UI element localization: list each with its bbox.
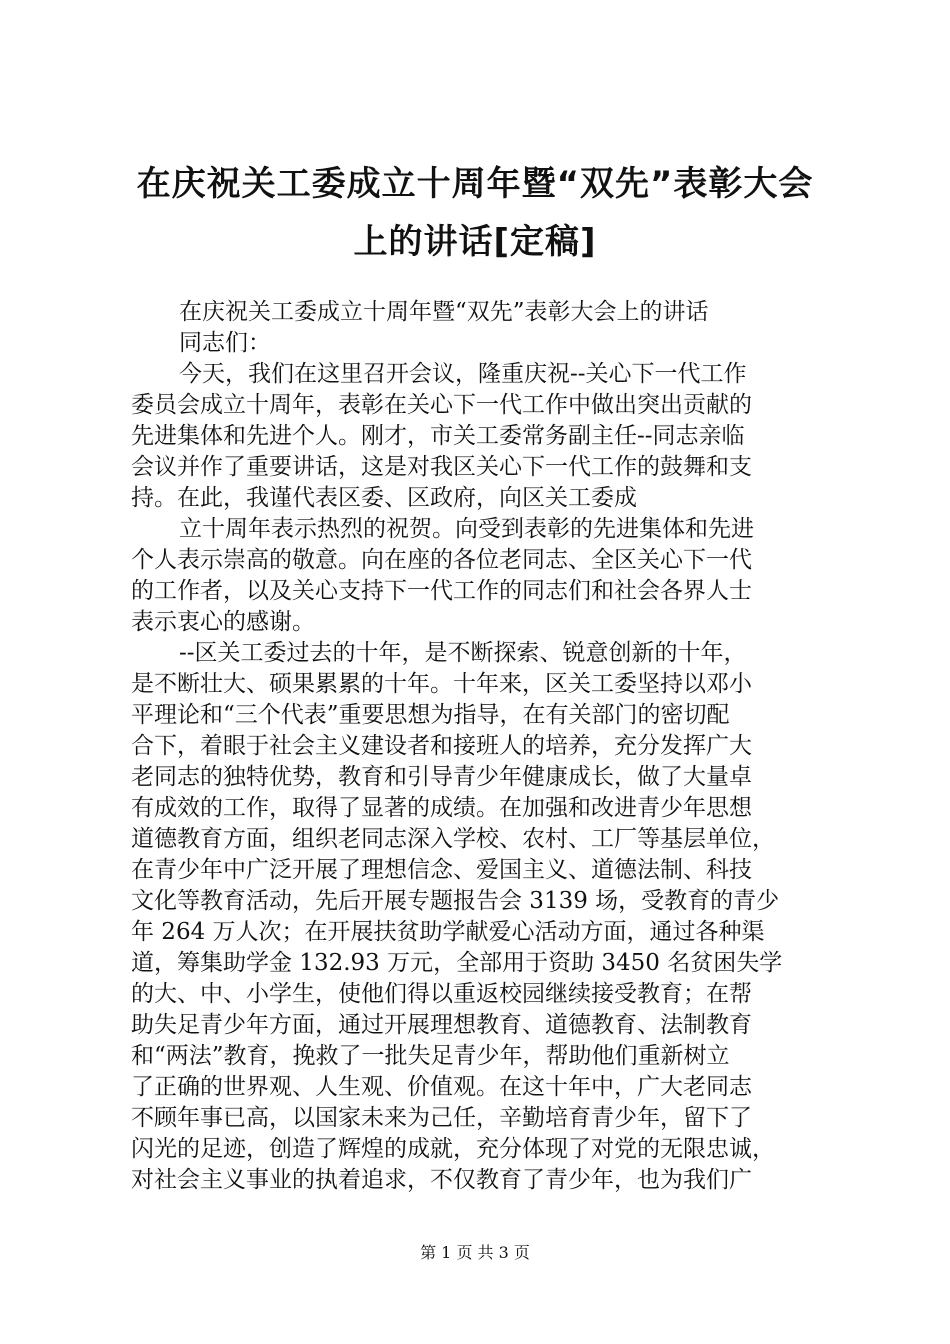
body-line: 助失足青少年方面，通过开展理想教育、道德教育、法制教育 bbox=[131, 1012, 752, 1038]
body-line: 了正确的世界观、人生观、价值观。在这十年中，广大老同志 bbox=[131, 1074, 752, 1100]
body-line: 个人表示崇高的敬意。向在座的各位老同志、全区关心下一代 bbox=[131, 547, 752, 573]
body-line: 对社会主义事业的执着追求，不仅教育了青少年，也为我们广 bbox=[131, 1167, 752, 1193]
body-line: 和“两法”教育，挽救了一批失足青少年，帮助他们重新树立 bbox=[131, 1043, 730, 1069]
document-body bbox=[131, 297, 831, 1196]
body-line: 同志们： bbox=[179, 330, 271, 356]
body-line: 是不断壮大、硕果累累的十年。十年来，区关工委坚持以邓小 bbox=[131, 671, 752, 697]
body-line: 持。在此，我谨代表区委、区政府，向区关工委成 bbox=[131, 485, 637, 511]
body-line: 文化等教育活动，先后开展专题报告会 3139 场，受教育的青少 bbox=[131, 888, 780, 914]
body-line: --区关工委过去的十年，是不断探索、锐意创新的十年， bbox=[179, 640, 747, 666]
body-line: 合下，着眼于社会主义建设者和接班人的培养，充分发挥广大 bbox=[131, 733, 752, 759]
body-line: 在庆祝关工委成立十周年暨“双先”表彰大会上的讲话 bbox=[179, 299, 709, 325]
body-line: 有成效的工作，取得了显著的成绩。在加强和改进青少年思想 bbox=[131, 795, 752, 821]
body-line: 委员会成立十周年，表彰在关心下一代工作中做出突出贡献的 bbox=[131, 392, 752, 418]
body-line: 先进集体和先进个人。刚才，市关工委常务副主任--同志亲临 bbox=[131, 423, 745, 449]
body-line: 不顾年事已高，以国家未来为己任，辛勤培育青少年，留下了 bbox=[131, 1105, 752, 1131]
body-line: 今天，我们在这里召开会议，隆重庆祝--关心下一代工作 bbox=[179, 361, 747, 387]
body-line: 在青少年中广泛开展了理想信念、爱国主义、道德法制、科技 bbox=[131, 857, 752, 883]
body-line: 的工作者，以及关心支持下一代工作的同志们和社会各界人士 bbox=[131, 578, 752, 604]
body-line: 闪光的足迹，创造了辉煌的成就，充分体现了对党的无限忠诚， bbox=[131, 1136, 775, 1162]
body-line: 老同志的独特优势，教育和引导青少年健康成长，做了大量卓 bbox=[131, 764, 752, 790]
document-title-line-2: 上的讲话[定稿] bbox=[353, 222, 597, 262]
body-line: 道德教育方面，组织老同志深入学校、农村、工厂等基层单位， bbox=[131, 826, 775, 852]
document-title-line-1: 在庆祝关工委成立十周年暨“双先”表彰大会 bbox=[136, 164, 814, 204]
body-line: 的大、中、小学生，使他们得以重返校园继续接受教育；在帮 bbox=[131, 981, 752, 1007]
body-line: 表示衷心的感谢。 bbox=[131, 609, 315, 635]
body-line: 会议并作了重要讲话，这是对我区关心下一代工作的鼓舞和支 bbox=[131, 454, 752, 480]
body-line: 立十周年表示热烈的祝贺。向受到表彰的先进集体和先进 bbox=[179, 516, 754, 542]
page-footer: 第 1 页 共 3 页 bbox=[420, 1243, 530, 1262]
body-line: 平理论和“三个代表”重要思想为指导，在有关部门的密切配 bbox=[131, 702, 730, 728]
body-line: 年 264 万人次；在开展扶贫助学献爱心活动方面，通过各种渠 bbox=[131, 919, 765, 945]
body-line: 道，筹集助学金 132.93 万元，全部用于资助 3450 名贫困失学 bbox=[131, 950, 783, 976]
